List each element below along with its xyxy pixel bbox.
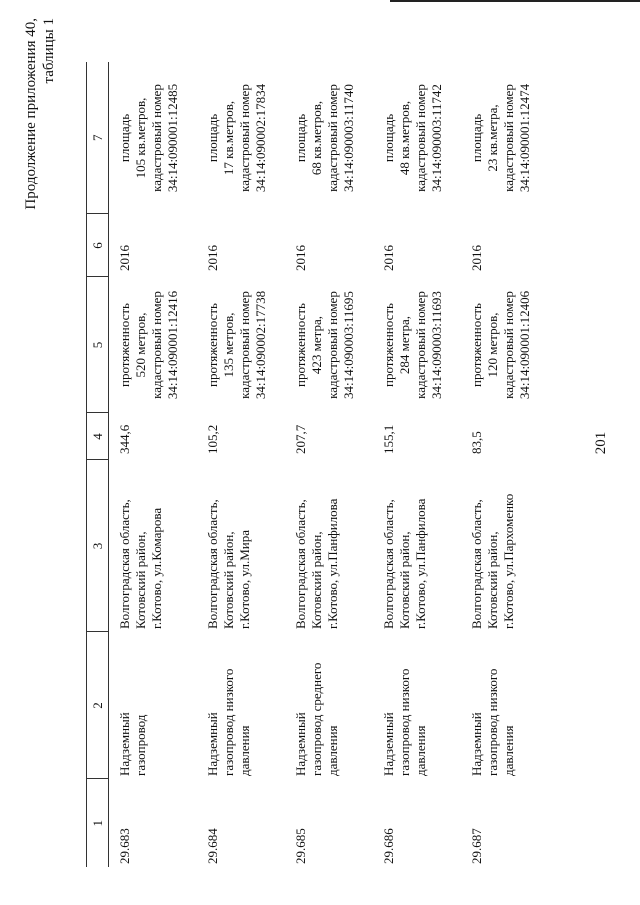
object-area-line: 68 кв.метров, [309,100,324,176]
object-address [373,460,461,632]
object-area-line: кадастровый номер [413,84,428,192]
object-name-line: Надземный [205,712,220,776]
object-name-line: газопровод [133,714,148,776]
object-area-line: площадь [205,113,220,163]
object-name-line: давления [501,725,516,776]
object-address-line: Котовский район, [485,531,500,629]
object-extent-line: кадастровый номер [149,291,164,399]
object-address-line: Волгоградская область, [293,499,308,629]
object-value: 155,1 [381,424,396,454]
object-extent [373,277,461,413]
object-extent-line: 120 метров, [485,312,500,378]
continuation-heading [22,18,58,210]
object-name-line: газопровод низкого [221,668,236,776]
object-name-line: давления [237,725,252,776]
table-row [373,62,461,867]
object-name-line: давления [413,725,428,776]
object-name-line: давления [325,725,340,776]
object-extent-line: протяженность [117,303,132,387]
object-area-line: 34:14:090001:12485 [165,83,180,193]
col-header: 1 [87,779,109,867]
table-row [461,62,549,867]
col-header: 4 [87,413,109,460]
object-address-line: г.Котово, ул.Комарова [149,507,164,629]
object-address [461,460,549,632]
object-address [197,460,285,632]
object-name-line: Надземный [293,712,308,776]
object-extent-line: кадастровый номер [413,291,428,399]
object-name [373,632,461,779]
object-area-line: 23 кв.метра, [485,104,500,172]
object-area-line: 34:14:090002:17834 [253,83,268,193]
object-year: 2016 [469,245,484,271]
object-area-line: 17 кв.метров, [221,100,236,176]
object-area [109,62,198,214]
row-number: 29.684 [205,828,220,864]
object-extent [461,277,549,413]
object-name-line: Надземный [381,712,396,776]
object-extent-line: кадастровый номер [501,291,516,399]
object-year: 2016 [117,245,132,271]
object-extent-line: кадастровый номер [325,291,340,399]
table-row [197,62,285,867]
object-extent-line: протяженность [205,303,220,387]
object-area-line: 34:14:090003:11740 [341,84,356,192]
object-address-line: Котовский район, [397,531,412,629]
object-extent-line: 34:14:090001:12416 [165,290,180,400]
object-extent-line: протяженность [381,303,396,387]
object-area-line: кадастровый номер [237,84,252,192]
object-address-line: Котовский район, [309,531,324,629]
object-value: 105,2 [205,424,220,454]
object-name [285,632,373,779]
object-area-line: 48 кв.метров, [397,100,412,176]
object-name-line: газопровод среднего [309,662,324,776]
col-header: 3 [87,460,109,632]
object-area-line: площадь [381,113,396,163]
table-row [109,62,198,867]
continuation-line: Продолжение приложения 40, [23,18,39,210]
object-address-line: г.Котово, ул.Панфилова [413,498,428,629]
table-row [285,62,373,867]
object-area-line: площадь [469,113,484,163]
object-area-line: 34:14:090001:12474 [517,83,532,193]
object-extent-line: 34:14:090002:17738 [253,290,268,400]
col-header: 5 [87,277,109,413]
object-address-line: Волгоградская область, [117,499,132,629]
page-number: 201 [593,431,609,455]
col-header: 7 [87,62,109,214]
object-extent-line: протяженность [293,303,308,387]
row-number: 29.685 [293,828,308,864]
object-area-line: площадь [117,113,132,163]
object-extent [109,277,198,413]
row-number: 29.686 [381,828,396,864]
object-area-line: кадастровый номер [501,84,516,192]
row-number: 29.687 [469,828,484,864]
object-area [197,62,285,214]
col-header: 2 [87,632,109,779]
object-value: 83,5 [469,431,484,454]
object-extent-line: 423 метра, [309,315,324,375]
object-name [197,632,285,779]
object-area [461,62,549,214]
continuation-line: таблицы 1 [41,18,57,84]
object-address-line: г.Котово, ул.Мира [237,530,252,629]
object-area-line: кадастровый номер [325,84,340,192]
object-area-line: площадь [293,113,308,163]
object-value: 344,6 [117,424,132,454]
object-area [285,62,373,214]
object-extent-line: 284 метра, [397,315,412,375]
object-address-line: Котовский район, [221,531,236,629]
row-number: 29.683 [117,828,132,864]
object-name [109,632,198,779]
object-address [109,460,198,632]
object-name-line: газопровод низкого [397,668,412,776]
object-extent-line: 34:14:090003:11695 [341,291,356,399]
object-extent-line: 34:14:090001:12406 [517,290,532,400]
object-address-line: Волгоградская область, [205,499,220,629]
object-address-line: г.Котово, ул.Панфилова [325,498,340,629]
object-year: 2016 [381,245,396,271]
col-header: 6 [87,214,109,277]
object-area-line: 105 кв.метров, [133,97,148,179]
object-value: 207,7 [293,424,308,454]
object-extent-line: 34:14:090003:11693 [429,291,444,399]
object-address-line: Волгоградская область, [469,499,484,629]
header-row [87,62,109,867]
object-name [461,632,549,779]
property-table [86,62,549,867]
object-extent [197,277,285,413]
object-address-line: Волгоградская область, [381,499,396,629]
object-address-line: г.Котово, ул.Пархоменко [501,493,516,629]
object-year: 2016 [205,245,220,271]
object-extent-line: кадастровый номер [237,291,252,399]
object-name-line: газопровод низкого [485,668,500,776]
object-extent [285,277,373,413]
object-area-line: 34:14:090003:11742 [429,84,444,192]
object-extent-line: 135 метров, [221,312,236,378]
object-area-line: кадастровый номер [149,84,164,192]
object-year: 2016 [293,245,308,271]
object-extent-line: протяженность [469,303,484,387]
object-address-line: Котовский район, [133,531,148,629]
object-name-line: Надземный [469,712,484,776]
object-name-line: Надземный [117,712,132,776]
object-address [285,460,373,632]
object-extent-line: 520 метров, [133,312,148,378]
object-area [373,62,461,214]
